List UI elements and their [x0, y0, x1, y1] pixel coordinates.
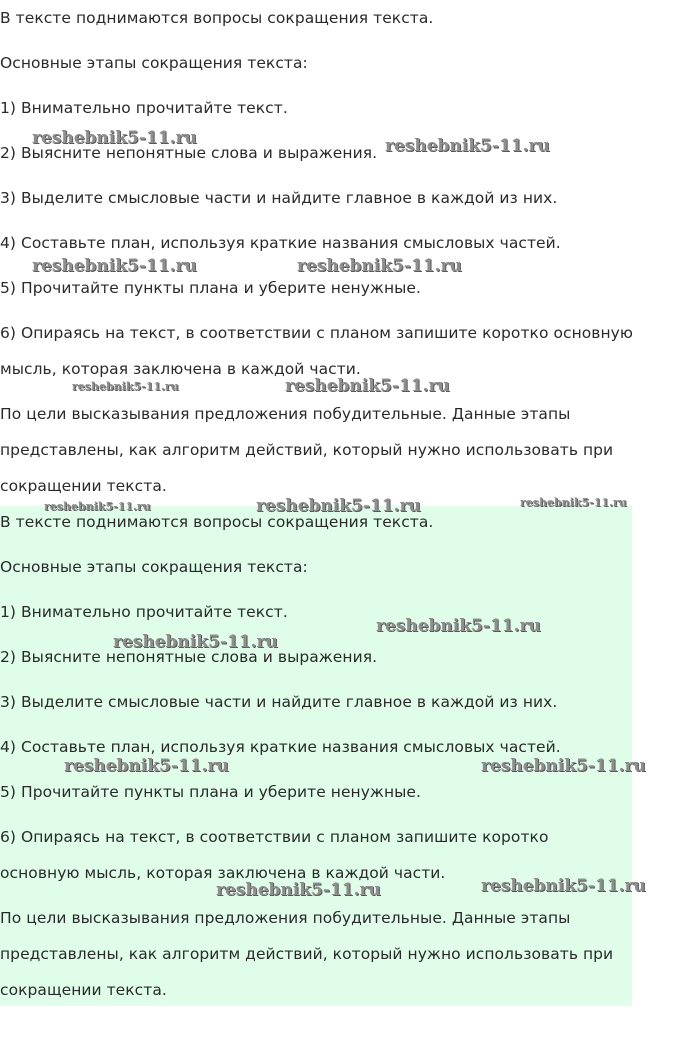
text-line: 6) Опираясь на текст, в соответствии с планом запишите коротко: [0, 828, 549, 846]
watermark: reshebnik5-11.ru: [32, 256, 197, 276]
text-line: По цели высказывания предложения побудительные. Данные этапы: [0, 909, 571, 927]
text-line: По цели высказывания предложения побудительные. Данные этапы: [0, 405, 571, 423]
watermark: reshebnik5-11.ru: [385, 136, 550, 156]
text-line: 2) Выясните непонятные слова и выражения.: [0, 648, 378, 666]
watermark: reshebnik5-11.ru: [376, 616, 541, 636]
text-line: 5) Прочитайте пункты плана и уберите ненужные.: [0, 279, 421, 297]
text-line: мысль, которая заключена в каждой части.: [0, 360, 361, 378]
text-line: 4) Составьте план, используя краткие названия смысловых частей.: [0, 234, 561, 252]
watermark: reshebnik5-11.ru: [256, 496, 421, 516]
text-line: 1) Внимательно прочитайте текст.: [0, 603, 288, 621]
text-line: сокращении текста.: [0, 981, 167, 999]
text-line: 1) Внимательно прочитайте текст.: [0, 99, 288, 117]
watermark: reshebnik5-11.ru: [64, 756, 229, 776]
answer-block-original: [0, 0, 680, 500]
text-line: 3) Выделите смысловые части и найдите главное в каждой из них.: [0, 693, 558, 711]
text-line: 5) Прочитайте пункты плана и уберите ненужные.: [0, 783, 421, 801]
text-line: представлены, как алгоритм действий, который нужно использовать при: [0, 945, 614, 963]
text-line: Основные этапы сокращения текста:: [0, 54, 308, 72]
text-line: 6) Опираясь на текст, в соответствии с планом запишите коротко основную: [0, 324, 633, 342]
watermark: reshebnik5-11.ru: [520, 496, 627, 509]
text-line: представлены, как алгоритм действий, который нужно использовать при: [0, 441, 614, 459]
watermark: reshebnik5-11.ru: [481, 756, 646, 776]
watermark: reshebnik5-11.ru: [32, 128, 197, 148]
watermark: reshebnik5-11.ru: [297, 256, 462, 276]
watermark: reshebnik5-11.ru: [481, 876, 646, 896]
text-line: 2) Выясните непонятные слова и выражения.: [0, 144, 378, 162]
text-line: основную мысль, которая заключена в каждой части.: [0, 864, 446, 882]
text-line: 4) Составьте план, используя краткие названия смысловых частей.: [0, 738, 561, 756]
watermark: reshebnik5-11.ru: [285, 376, 450, 396]
answer-block-highlighted: [0, 506, 632, 1006]
watermark: reshebnik5-11.ru: [216, 880, 381, 900]
watermark: reshebnik5-11.ru: [72, 380, 179, 393]
watermark: reshebnik5-11.ru: [44, 500, 151, 513]
text-line: сокращении текста.: [0, 477, 167, 495]
text-line: 3) Выделите смысловые части и найдите главное в каждой из них.: [0, 189, 558, 207]
text-line: Основные этапы сокращения текста:: [0, 558, 308, 576]
text-line: В тексте поднимаются вопросы сокращения текста.: [0, 9, 434, 27]
watermark: reshebnik5-11.ru: [113, 632, 278, 652]
text-line: В тексте поднимаются вопросы сокращения текста.: [0, 513, 434, 531]
